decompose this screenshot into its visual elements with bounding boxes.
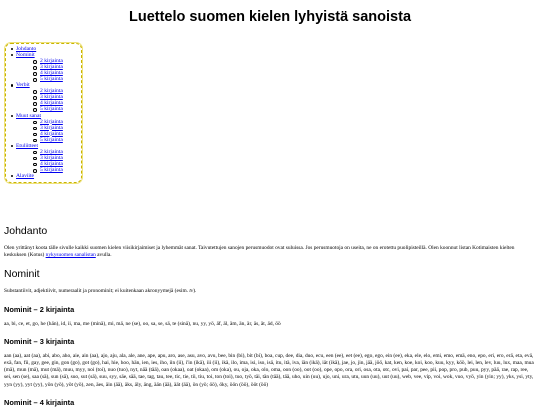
wordlist-link[interactable]: nykysuomen sanalistan: [45, 252, 96, 259]
intro-paragraph: [4, 245, 537, 259]
toc-sublink[interactable]: 4 kirjainta: [40, 160, 63, 167]
subheading-nominit-4: Nominit – 4 kirjainta: [4, 397, 75, 407]
toc-sublink[interactable]: 2 kirjainta: [40, 58, 63, 65]
table-of-contents: [5, 43, 82, 183]
nominit-example: tv: [189, 288, 194, 295]
toc-link[interactable]: Muut sanat: [16, 112, 42, 119]
toc-item: [6, 173, 81, 179]
subheading-nominit-2: Nominit – 2 kirjainta: [4, 304, 75, 314]
toc-sublink[interactable]: 3 kirjainta: [40, 64, 63, 71]
word-list-nominit-3: aan (aa), aat (aa), abi, abo, aho, aie, ain (aa), ajo, aju, ala, ale, ane, ape, apu, aro, ase, asu, avo, avu, bee, bin (bi), bit (bi), boa, cup, dee, dia, duo, ecu, een (ee), eet (ee), ego, ego, ein (ee), eka, ele, elo, emi, emo, emä, eno, epo, eri, ero, erä, eta, evä, exä, fan, fii, gay, gee, gin, gon (go), got (go), hai, hie, hoo, hän, ien, ies, iho, iin (ii), i'in (ikä), iii (ii), ikä, ilo, ima, isi, iso, isä, itu, itä, iva, iän (ikä), iät (ikä), jae, jo, jin, jää, jöö, kat, ken, koe, koi, koo, kuu, kyy, köö, lei, len, lev, luu, lux, maa, mua (mä), mun (mä), mut (mä), muu, myy, noi (toi), nuo (tuo), nyt, nää (tää), oan (okaa), oat (okaa), om (oka), ou, oja, oka, olo, oma, oon (oo), oot (oo), ope, opo, ora, ori, osa, ota, otc, ovi, pai, par, pee, pii, pop, pro, pub, puu, pyy, pää, rae, rap, ree, sei, sen (se), saa (sä), sun (sä), suo, sut (sä), suu, syy, säe, sää, tae, tag, tau, tee, tic, tie, tii, tiu, toi, ton (toi), tuo, työ, täi, tän (tää), tää, uho, uin (uu), ujo, uni, ura, utu, uun (uu), uut (uu), web, vee, vip, voi, wok, vuo, vyö, yin (yin; yy), yks, ysi, yty, yyn (yy), yyt (yy), yön (yö), yöt (yö), zen, äes, äin (ää), äks, äly, äng, ään (ää), äät (ää), ön (yö; öö), öky, öön (öö), ööt (öö): [4, 352, 534, 388]
nominit-text: Substantiivit, adjektiivit, numeraalit ja pronominit; ei kuitenkaan akronyymejä (esim.: [4, 288, 190, 295]
toc-link[interactable]: Nominit: [16, 52, 35, 59]
toc-sublink[interactable]: 3 kirjainta: [40, 154, 63, 161]
nominit-description: [4, 288, 537, 295]
subheading-nominit-3: Nominit – 3 kirjainta: [4, 336, 75, 346]
toc-sublink[interactable]: 5 kirjainta: [40, 76, 63, 83]
toc-sublink[interactable]: 4 kirjainta: [40, 130, 63, 137]
toc-sublink[interactable]: 5 kirjainta: [40, 166, 63, 173]
toc-sublink[interactable]: 2 kirjainta: [40, 88, 63, 95]
toc-link[interactable]: Johdanto: [16, 46, 37, 52]
section-heading-nominit: Nominit: [4, 268, 40, 281]
intro-text: Olen yrittänyt koota tälle sivulle kaikki suomen kielen viisikirjaimiset ja lyhemmät sanat. Taivutettujen sanojen perusmuodot ovat suluissa. Jos perusmuotoja on useita, ne on erotettu puolipisteillä. Olen koonnut listan Kotimaisten kielten keskuksen (Kotus): [4, 245, 515, 259]
nominit-text-end: ).: [193, 288, 197, 295]
toc-sublink[interactable]: 4 kirjainta: [40, 100, 63, 107]
toc-list: [6, 46, 81, 179]
toc-sublink[interactable]: 3 kirjainta: [40, 94, 63, 101]
toc-sublink[interactable]: 5 kirjainta: [40, 136, 63, 143]
intro-text-end: avulla.: [95, 252, 112, 259]
toc-sublink[interactable]: 5 kirjainta: [40, 106, 63, 113]
toc-link[interactable]: Etuliitteet: [16, 142, 39, 149]
toc-link[interactable]: Verbit: [16, 82, 30, 89]
main-content: [4, 225, 537, 414]
toc-sublink[interactable]: 3 kirjainta: [40, 124, 63, 131]
section-heading-johdanto: Johdanto: [4, 225, 48, 237]
toc-link[interactable]: Alaviite: [16, 172, 35, 179]
toc-sublink[interactable]: 4 kirjainta: [40, 70, 63, 77]
toc-sublink[interactable]: 2 kirjainta: [40, 148, 63, 155]
toc-sublink[interactable]: 2 kirjainta: [40, 118, 63, 125]
page-title: Luettelo suomen kielen lyhyistä sanoista: [128, 9, 412, 25]
word-list-nominit-2: aa, bi, ce, et, go, he (hän), id, ii, ma, me (minä), mi, mä, ne (se), oo, sa, se, sä, te (sinä), nu, yy, yö, äf, äl, äm, än, är, äs, ät, äd, öö: [4, 320, 281, 327]
